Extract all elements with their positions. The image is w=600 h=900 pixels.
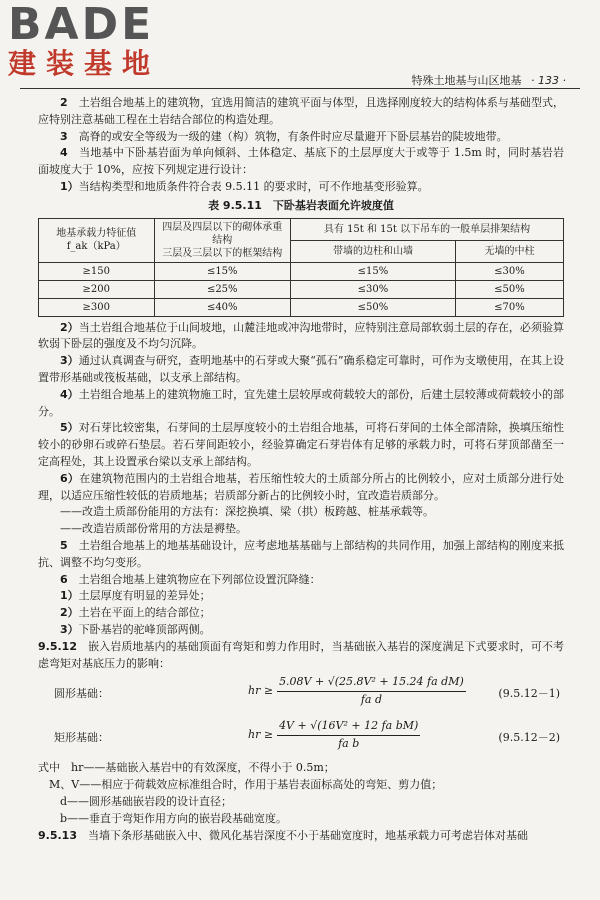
page-number: · 133 · xyxy=(531,74,566,87)
header-rule xyxy=(20,88,580,89)
clause-9-5-13: 9.5.13 当墙下条形基础嵌入中、微风化基岩深度不小于基础宽度时，地基承载力可考虑岩体对基础 xyxy=(38,828,528,842)
list-item: 1）土层厚度有明显的差异处； xyxy=(60,589,211,603)
table-title: 表 9.5.11 下卧基岩表面允许坡度值 xyxy=(208,198,394,212)
logo-brand: BADE xyxy=(8,0,155,50)
paragraph: 3）通过认真调查与研究，查明地基中的石芽或大聚“孤石”确系稳定可靠时，可作为支墩使用，在其上设置带形基础或筏板基础，以支承上部结构。 xyxy=(38,354,564,384)
table-row: ≥200 ≤25% ≤30% ≤50% xyxy=(39,280,564,298)
paragraph: 4）土岩组合地基上的建筑物施工时，宜先建土层较厚或荷载较大的部份，后建土层较薄或荷载较小的部分。 xyxy=(38,387,564,418)
paragraph: 3 高脊的或安全等级为一级的建（构）筑物，有条件时应尽量避开下卧层基岩的陡坡地带。 xyxy=(60,129,508,143)
publisher-logo xyxy=(8,2,218,80)
clause-9-5-12: 9.5.12 嵌入岩质地基内的基础顶面有弯矩和剪力作用时，当基础嵌入基岩的深度满足下式要求时，可不考虑弯矩对基底压力的影响： xyxy=(38,639,565,670)
dash-line: ——改造土质部份能用的方法有：深挖换填、梁（拱）板跨越、桩基承载等。 xyxy=(60,505,434,519)
slope-table: 地基承载力特征值 f_ak（kPa） 四层及四层以下的砌体承重结构 三层及三层以下的框架结构 具有 15t 和 15t 以下吊车的一般单层排架结构 带墙的边柱和山墙 无墙的中柱 ≥150 ≤15% ≤15% ≤30% ≥200 ≤25% ≤30% ≤50% ≥300 ≤40% ≤50% ≤70% xyxy=(38,218,564,317)
paragraph: 5 土岩组合地基上的地基基础设计，应考虑地基基础与上部结构的共同作用，加强上部结构的刚度来抵抗、调整不均匀变形。 xyxy=(38,538,564,569)
formula-1: 圆形基础： hr ≥ $\frac{\text{5.08V + √(25.8V² + 15.24 fa dM)}}{\text{fa d}}$ (9.5.12－1) xyxy=(54,675,560,707)
logo-subtitle: 建装基地 xyxy=(8,47,161,80)
symbol-definitions: 式中 hr——基础嵌入基岩中的有效深度，不得小于 0.5m； M、V——相应于荷载效应标准组合时，作用于基岩表面标高处的弯矩、剪力值； d——圆形基础嵌岩段的设计直径； b——垂直于弯矩作用方向的嵌岩段基础宽度。 xyxy=(38,761,443,825)
table-row: ≥300 ≤40% ≤50% ≤70% xyxy=(39,298,564,316)
paragraph: 2 土岩组合地基上的建筑物，宜选用简洁的建筑平面与体型，且选择刚度较大的结构体系与基础型式，应特别注意基础工程在土岩结合部位的构造处理。 xyxy=(38,96,564,126)
paragraph: 6 土岩组合地基上建筑物应在下列部位设置沉降缝： xyxy=(60,572,321,586)
paragraph: 2）当土岩组合地基位于山间坡地，山麓洼地或冲沟地带时，应特别注意局部软弱土层的存在，必须验算软弱下卧层的强度及不均匀沉降。 xyxy=(38,320,564,351)
formula-2: 矩形基础： hr ≥ $\frac{\text{4V + √(16V² + 12 fa bM)}}{\text{fa b}}$ (9.5.12－2) xyxy=(54,719,560,751)
page-body xyxy=(38,95,564,844)
paragraph: 5）对石芽比较密集，石芽间的土层厚度较小的土岩组合地基，可将石芽间的土体全部清除，换填压缩性较小的砂卵石或碎石垫层。若石芽间距较小，经验算确定石芽岩体有足够的承载力时，可将石芽顶部凿至一定高程处，其上设置承台梁以支承上部结构。 xyxy=(38,421,564,468)
running-header xyxy=(412,72,566,88)
dash-line: ——改造岩质部份常用的方法是褥垫。 xyxy=(60,522,247,536)
paragraph: 1）当结构类型和地质条件符合表 9.5.11 的要求时，可不作地基变形验算。 xyxy=(60,179,429,193)
list-item: 2）土岩在平面上的结合部位； xyxy=(60,606,211,620)
paragraph: 4 当地基中下卧基岩面为单向倾斜、土体稳定、基底下的土层厚度大于或等于 1.5m 时，同时基岩岩面坡度大于 10%，应按下列规定进行设计： xyxy=(38,146,565,177)
list-item: 3）下卧基岩的驼峰顶部两侧。 xyxy=(60,622,211,636)
table-row: ≥150 ≤15% ≤15% ≤30% xyxy=(39,262,564,280)
paragraph: 6）在建筑物范围内的土岩组合地基，若压缩性较大的土质部分所占的比例较小，应对土质部分进行处理，以适应压缩性较低的岩质地基；岩质部分新占的比例较小时，宜改造岩质部分。 xyxy=(38,471,564,502)
running-title: 特殊土地基与山区地基 xyxy=(411,74,522,87)
